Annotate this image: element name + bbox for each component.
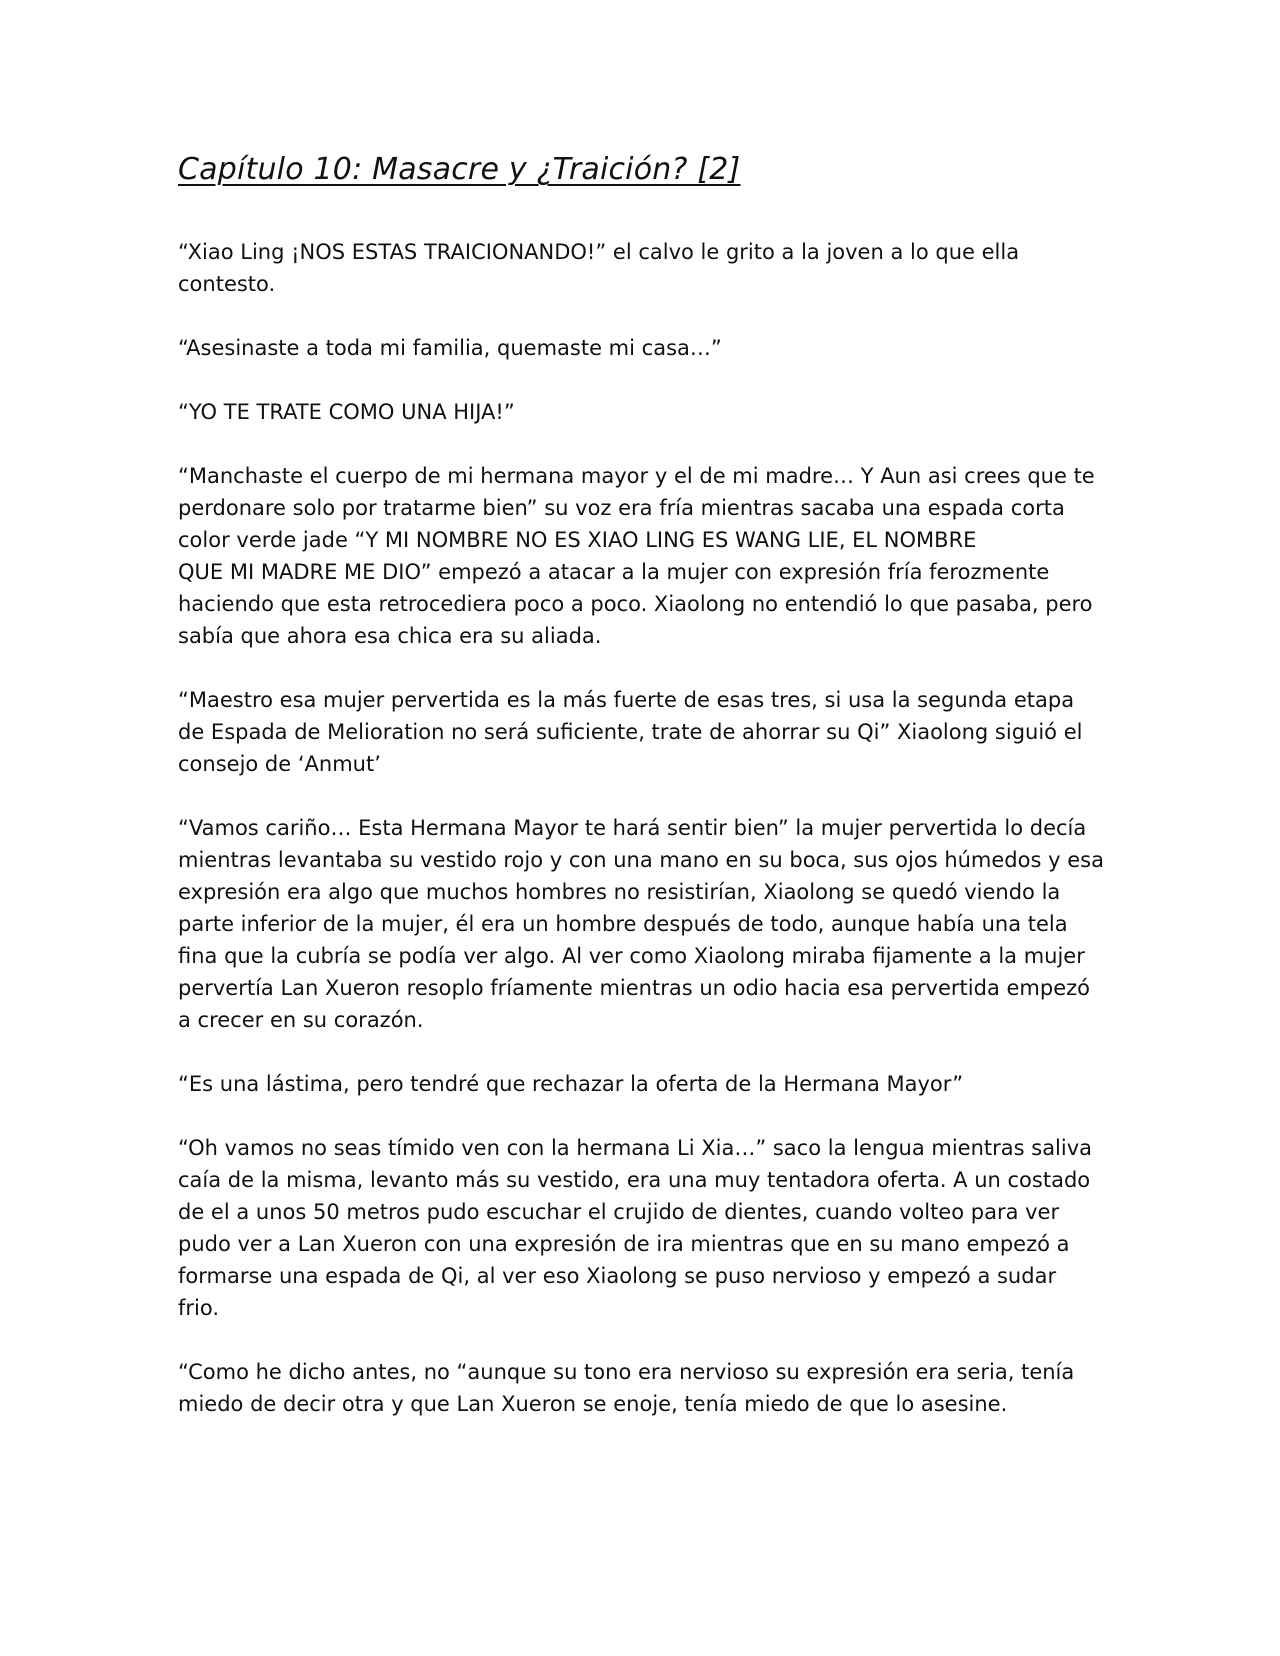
paragraph-line: formarse una espada de Qi, al ver eso Xiaolong se puso nervioso y empezó a sudar xyxy=(178,1264,1057,1288)
paragraph xyxy=(178,684,1108,780)
paragraph-line: miedo de decir otra y que Lan Xueron se enoje, tenía miedo de que lo asesine. xyxy=(178,1392,1008,1416)
paragraph-line: contesto. xyxy=(178,272,276,296)
paragraph-line: “Es una lástima, pero tendré que rechazar la oferta de la Hermana Mayor” xyxy=(178,1072,964,1096)
chapter-body xyxy=(178,236,1108,1420)
paragraph-line: “Xiao Ling ¡NOS ESTAS TRAICIONANDO!” el calvo le grito a la joven a lo que ella xyxy=(178,240,1020,264)
paragraph-line: sabía que ahora esa chica era su aliada. xyxy=(178,624,602,648)
paragraph-line: color verde jade “Y MI NOMBRE NO ES XIAO LING ES WANG LIE, EL NOMBRE xyxy=(178,528,977,552)
paragraph xyxy=(178,812,1108,1036)
paragraph-line: frio. xyxy=(178,1296,220,1320)
paragraph xyxy=(178,1068,1108,1100)
paragraph-line: “YO TE TRATE COMO UNA HIJA!” xyxy=(178,400,515,424)
paragraph-line: “Maestro esa mujer pervertida es la más fuerte de esas tres, si usa la segunda etapa xyxy=(178,688,1075,712)
paragraph-line: pervertía Lan Xueron resoplo fríamente mientras un odio hacia esa pervertida empezó xyxy=(178,976,1090,1000)
paragraph-line: consejo de ‘Anmut’ xyxy=(178,752,381,776)
chapter-title: Capítulo 10: Masacre y ¿Traición? [2] xyxy=(178,152,741,187)
paragraph-line: “Manchaste el cuerpo de mi hermana mayor y el de mi madre… Y Aun asi crees que te xyxy=(178,464,1095,488)
paragraph-line: caía de la misma, levanto más su vestido, era una muy tentadora oferta. A un costado xyxy=(178,1168,1091,1192)
paragraph-line: “Como he dicho antes, no “aunque su tono era nervioso su expresión era seria, tenía xyxy=(178,1360,1075,1384)
paragraph-line: “Asesinaste a toda mi familia, quemaste mi casa…” xyxy=(178,336,722,360)
paragraph xyxy=(178,236,1108,300)
paragraph-line: de Espada de Melioration no será suficiente, trate de ahorrar su Qi” Xiaolong siguió el xyxy=(178,720,1083,744)
paragraph xyxy=(178,1132,1108,1324)
paragraph-line: a crecer en su corazón. xyxy=(178,1008,424,1032)
paragraph-line: “Vamos cariño… Esta Hermana Mayor te hará sentir bien” la mujer pervertida lo decía xyxy=(178,816,1087,840)
paragraph-line: de el a unos 50 metros pudo escuchar el crujido de dientes, cuando volteo para ver xyxy=(178,1200,1060,1224)
paragraph-line: perdonare solo por tratarme bien” su voz era fría mientras sacaba una espada corta xyxy=(178,496,1065,520)
paragraph xyxy=(178,396,1108,428)
paragraph-line: pudo ver a Lan Xueron con una expresión de ira mientras que en su mano empezó a xyxy=(178,1232,1070,1256)
paragraph-line: “Oh vamos no seas tímido ven con la hermana Li Xia…” saco la lengua mientras saliva xyxy=(178,1136,1093,1160)
paragraph-line: haciendo que esta retrocediera poco a poco. Xiaolong no entendió lo que pasaba, pero xyxy=(178,592,1093,616)
paragraph xyxy=(178,332,1108,364)
paragraph xyxy=(178,1356,1108,1420)
paragraph-line: QUE MI MADRE ME DIO” empezó a atacar a la mujer con expresión fría ferozmente xyxy=(178,560,1050,584)
paragraph-line: parte inferior de la mujer, él era un hombre después de todo, aunque había una tela xyxy=(178,912,1068,936)
paragraph xyxy=(178,460,1108,652)
paragraph-line: expresión era algo que muchos hombres no resistirían, Xiaolong se quedó viendo la xyxy=(178,880,1061,904)
paragraph-line: mientras levantaba su vestido rojo y con una mano en su boca, sus ojos húmedos y esa xyxy=(178,848,1104,872)
paragraph-line: fina que la cubría se podía ver algo. Al ver como Xiaolong miraba fijamente a la mujer xyxy=(178,944,1085,968)
